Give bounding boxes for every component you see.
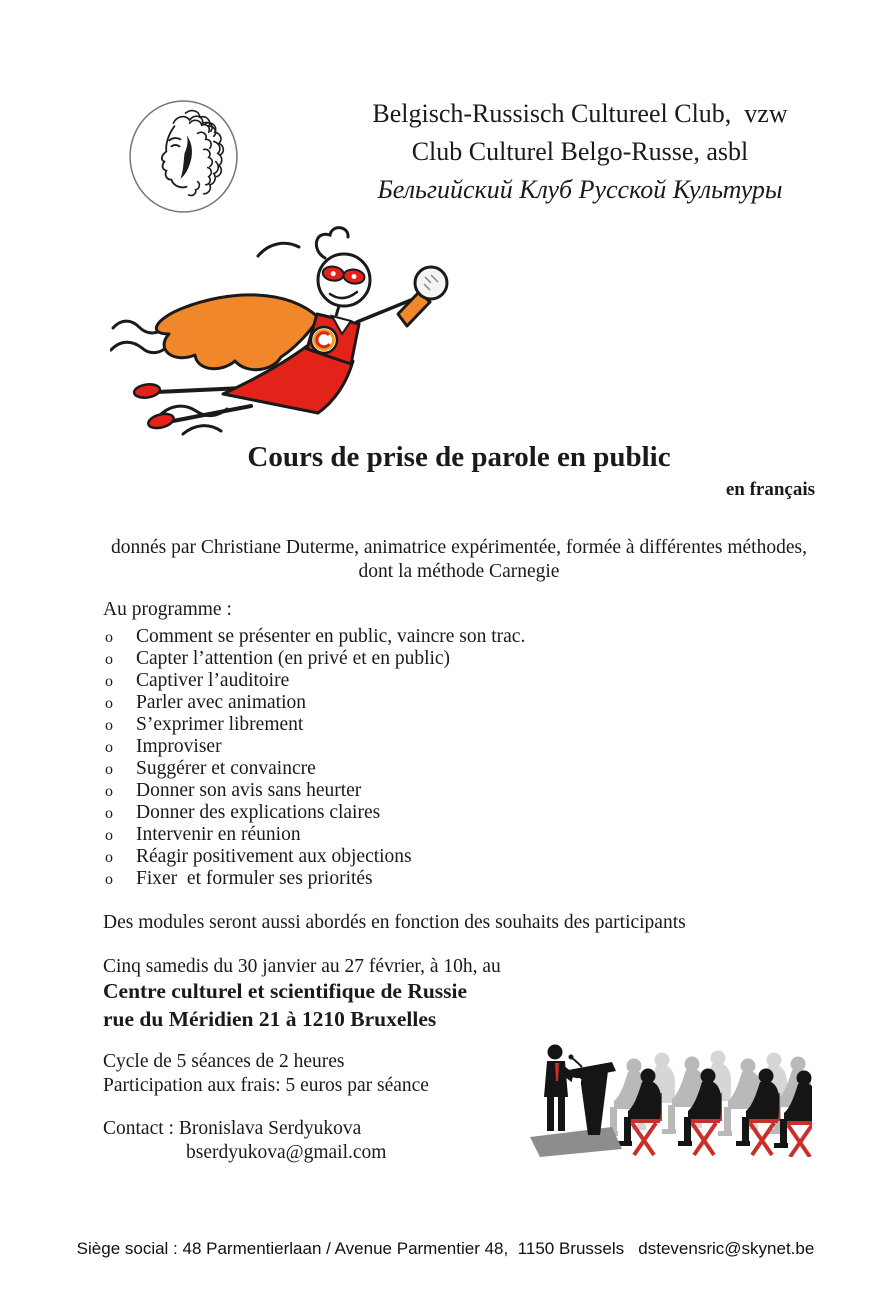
bullet-icon: o [105,651,113,668]
programme-item: o Capter l’attention (en privé et en public) [105,648,451,669]
club-name-dutch: Belgisch-Russisch Cultureel Club, vzw [372,99,788,128]
bullet-icon: o [105,629,113,646]
venue-address: rue du Méridien 21 à 1210 Bruxelles [103,1007,437,1031]
intro-line-1: donnés par Christiane Duterme, animatrice expérimentée, formée à différentes méthodes, [111,537,807,558]
programme-item: o Donner des explications claires [105,802,381,823]
venue-name: Centre culturel et scientifique de Russie [103,979,468,1003]
page-title: Cours de prise de parole en public [247,441,671,473]
programme-item: o Parler avec animation [105,692,307,713]
club-name-russian: Бельгийский Клуб Русской Культуры [377,175,783,204]
footer-address: Siège social : 48 Parmentierlaan / Avenue Parmentier 48, 1150 Brussels dstevensric@skynet.be [76,1239,815,1258]
programme-item: o Donner son avis sans heurter [105,780,362,801]
programme-item: o S’exprimer librement [105,714,304,735]
modules-note: Des modules seront aussi abordés en fonction des souhaits des participants [103,912,686,933]
fee-info: Participation aux frais: 5 euros par séance [103,1075,429,1096]
bullet-icon: o [105,871,113,888]
bullet-icon: o [105,761,113,778]
contact-email: bserdyukova@gmail.com [186,1142,387,1163]
bullet-icon: o [105,827,113,844]
club-name-block [300,95,860,209]
contact-name: Contact : Bronislava Serdyukova [103,1118,362,1139]
programme-heading: Au programme : [103,599,232,620]
bullet-icon: o [105,783,113,800]
programme-item: o Réagir positivement aux objections [105,846,412,867]
bullet-icon: o [105,695,113,712]
superhero-speaker-illustration [110,222,472,440]
cycle-info: Cycle de 5 séances de 2 heures [103,1051,345,1072]
pushkin-logo-icon [127,99,240,214]
intro-block [48,536,870,584]
programme-list [103,626,663,890]
programme-item: o Fixer et formuler ses priorités [105,868,373,889]
programme-item: o Comment se présenter en public, vaincre son trac. [105,626,526,647]
bullet-icon: o [105,805,113,822]
bullet-icon: o [105,739,113,756]
language-note: en français [725,479,815,500]
club-name-french: Club Culturel Belgo-Russe, asbl [411,137,749,166]
programme-item: o Improviser [105,736,222,757]
programme-item: o Suggérer et convaincre [105,758,316,779]
intro-line-2: dont la méthode Carnegie [358,561,560,582]
speaker-audience-illustration [522,1037,812,1157]
schedule-line: Cinq samedis du 30 janvier au 27 février, à 10h, au [103,956,501,977]
bullet-icon: o [105,849,113,866]
bullet-icon: o [105,717,113,734]
programme-item: o Captiver l’auditoire [105,670,290,691]
programme-item: o Intervenir en réunion [105,824,301,845]
bullet-icon: o [105,673,113,690]
